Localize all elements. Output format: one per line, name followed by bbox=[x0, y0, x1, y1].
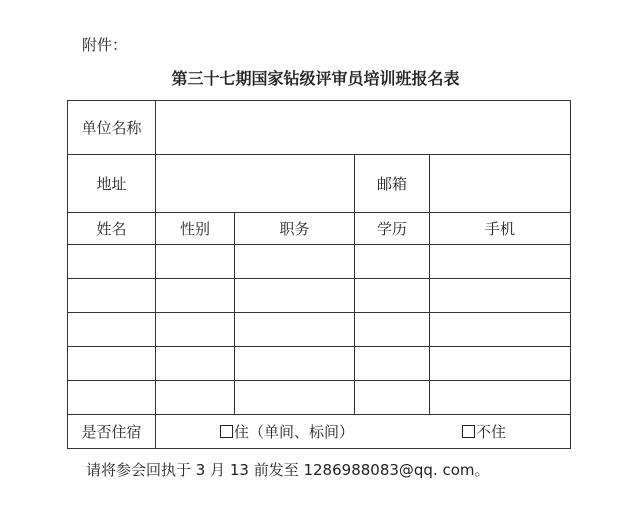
column-header-name: 姓名 bbox=[68, 213, 156, 245]
attachment-label: 附件： bbox=[82, 36, 128, 54]
column-header-position: 职务 bbox=[235, 213, 355, 245]
table-row bbox=[68, 245, 571, 279]
mobile-cell[interactable] bbox=[430, 313, 571, 347]
gender-cell[interactable] bbox=[156, 245, 235, 279]
gender-cell[interactable] bbox=[156, 279, 235, 313]
column-header-gender: 性别 bbox=[156, 213, 235, 245]
name-cell[interactable] bbox=[68, 381, 156, 415]
address-row bbox=[68, 155, 571, 213]
education-cell[interactable] bbox=[355, 381, 430, 415]
postcode-field[interactable] bbox=[430, 155, 571, 213]
position-cell[interactable] bbox=[235, 347, 355, 381]
lodging-option-stay[interactable] bbox=[220, 421, 354, 442]
position-cell[interactable] bbox=[235, 381, 355, 415]
lodging-row bbox=[68, 415, 571, 449]
postcode-label: 邮箱 bbox=[355, 155, 430, 213]
lodging-label: 是否住宿 bbox=[68, 415, 156, 449]
mobile-cell[interactable] bbox=[430, 279, 571, 313]
column-header-row bbox=[68, 213, 571, 245]
mobile-cell[interactable] bbox=[430, 245, 571, 279]
name-cell[interactable] bbox=[68, 313, 156, 347]
table-row bbox=[68, 381, 571, 415]
mobile-cell[interactable] bbox=[430, 347, 571, 381]
lodging-options bbox=[156, 415, 571, 449]
checkbox-icon[interactable] bbox=[462, 425, 475, 438]
position-cell[interactable] bbox=[235, 245, 355, 279]
table-row bbox=[68, 347, 571, 381]
position-cell[interactable] bbox=[235, 313, 355, 347]
address-field[interactable] bbox=[156, 155, 355, 213]
table-row bbox=[68, 279, 571, 313]
position-cell[interactable] bbox=[235, 279, 355, 313]
education-cell[interactable] bbox=[355, 245, 430, 279]
gender-cell[interactable] bbox=[156, 313, 235, 347]
mobile-cell[interactable] bbox=[430, 381, 571, 415]
name-cell[interactable] bbox=[68, 279, 156, 313]
education-cell[interactable] bbox=[355, 313, 430, 347]
lodging-option-no-stay-label: 不住 bbox=[475, 423, 506, 441]
name-cell[interactable] bbox=[68, 245, 156, 279]
form-title: 第三十七期国家钻级评审员培训班报名表 bbox=[171, 69, 460, 88]
unit-name-row bbox=[68, 101, 571, 155]
name-cell[interactable] bbox=[68, 347, 156, 381]
gender-cell[interactable] bbox=[156, 381, 235, 415]
gender-cell[interactable] bbox=[156, 347, 235, 381]
address-label: 地址 bbox=[68, 155, 156, 213]
education-cell[interactable] bbox=[355, 347, 430, 381]
registration-form-table bbox=[67, 100, 571, 449]
column-header-mobile: 手机 bbox=[430, 213, 571, 245]
education-cell[interactable] bbox=[355, 279, 430, 313]
column-header-education: 学历 bbox=[355, 213, 430, 245]
checkbox-icon[interactable] bbox=[220, 425, 233, 438]
unit-name-field[interactable] bbox=[156, 101, 571, 155]
table-row bbox=[68, 313, 571, 347]
footer-note: 请将参会回执于 3 月 13 前发至 1286988083@qq. com。 bbox=[86, 461, 490, 479]
lodging-option-no-stay[interactable] bbox=[462, 421, 506, 442]
lodging-option-stay-label: 住（单间、标间） bbox=[234, 423, 355, 441]
unit-name-label: 单位名称 bbox=[68, 101, 156, 155]
